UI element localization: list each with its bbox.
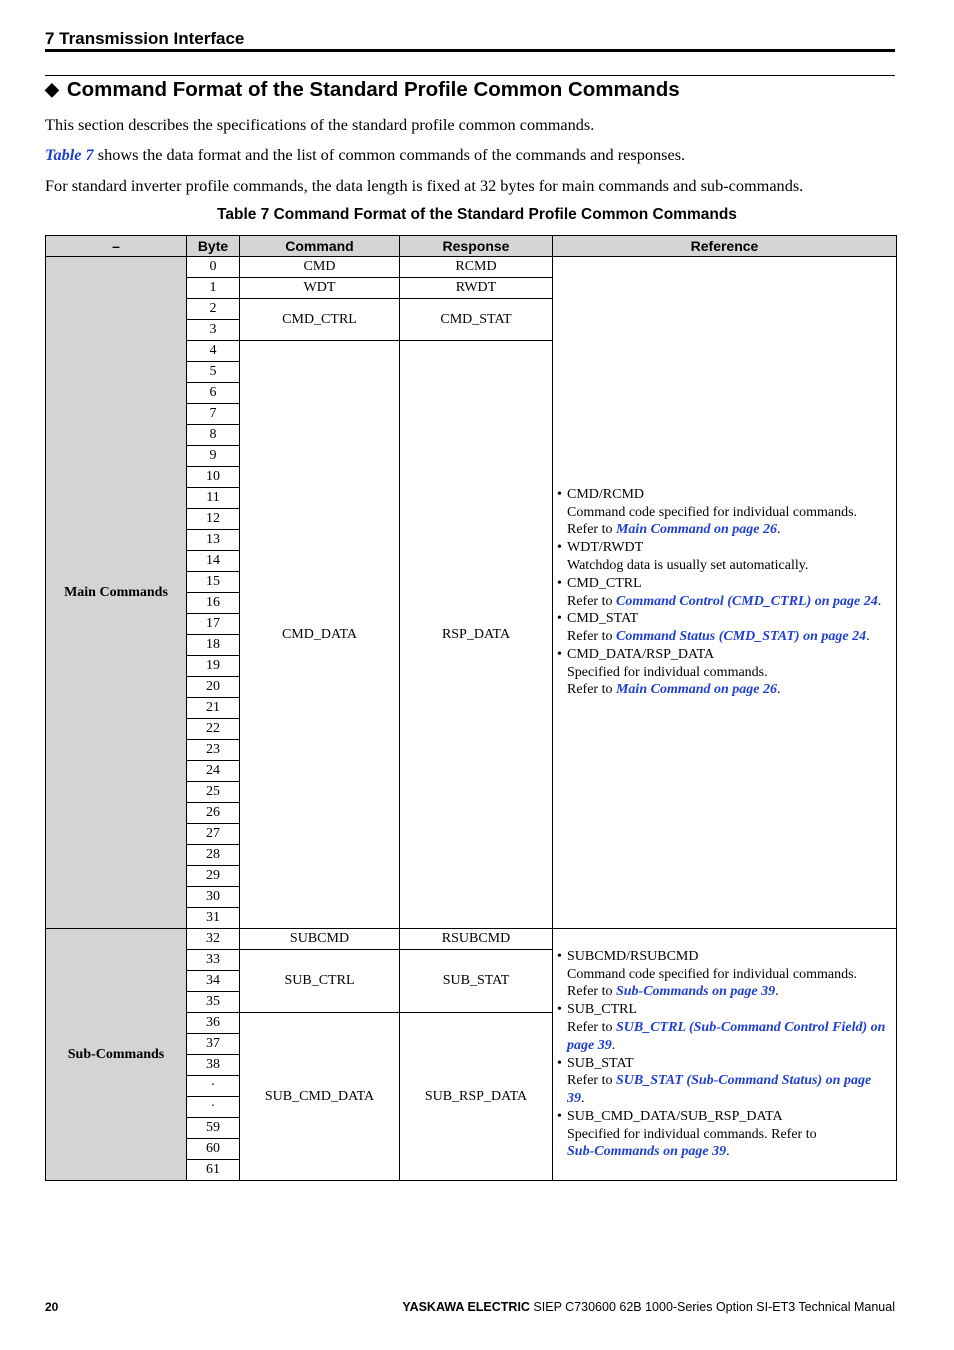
byte-cell: 35: [187, 992, 240, 1013]
reference-text: Command code specified for individual commands.: [567, 966, 858, 982]
reference-text: Refer to: [567, 593, 616, 609]
byte-cell: 14: [187, 551, 240, 572]
byte-cell: 18: [187, 635, 240, 656]
main-reference-list: [557, 486, 892, 700]
reference-item: [557, 610, 892, 646]
cmd-ctrl-cell: CMD_CTRL: [240, 299, 400, 341]
intro-paragraph-3: For standard inverter profile commands, the data length is fixed at 32 bytes for main commands and sub-commands.: [45, 176, 804, 195]
page-number: 20: [45, 1300, 59, 1314]
reference-text: SUB_CMD_DATA/SUB_RSP_DATA: [567, 1108, 783, 1124]
reference-text: CMD_STAT: [567, 611, 639, 627]
sub-reference-list: [557, 948, 892, 1162]
sub-stat-cell: SUB_STAT: [400, 950, 553, 1013]
rwdt-cell: RWDT: [400, 278, 553, 299]
reference-link[interactable]: Main Command on page 26: [615, 522, 778, 538]
intro-paragraph-2-text: shows the data format and the list of common commands of the commands and responses.: [93, 145, 686, 164]
reference-text: Refer to: [567, 984, 616, 1000]
reference-text: CMD_DATA/RSP_DATA: [567, 646, 715, 662]
byte-cell: 15: [187, 572, 240, 593]
footer-brand: YASKAWA ELECTRIC: [402, 1300, 530, 1314]
reference-item: [557, 948, 892, 1001]
byte-cell: ·: [187, 1097, 240, 1118]
byte-cell: 6: [187, 383, 240, 404]
reference-text: CMD/RCMD: [567, 486, 645, 502]
byte-cell: 3: [187, 320, 240, 341]
byte-cell: 1: [187, 278, 240, 299]
byte-cell: 34: [187, 971, 240, 992]
reference-text: .: [777, 682, 781, 698]
byte-cell: 4: [187, 341, 240, 362]
reference-text: .: [777, 522, 781, 538]
reference-link[interactable]: Command Control (CMD_CTRL) on page 24: [615, 593, 878, 609]
byte-cell: 21: [187, 698, 240, 719]
reference-text: WDT/RWDT: [567, 540, 644, 556]
byte-cell: 25: [187, 782, 240, 803]
byte-cell: 28: [187, 845, 240, 866]
byte-cell: 60: [187, 1139, 240, 1160]
reference-item: [557, 486, 892, 539]
byte-cell: 10: [187, 467, 240, 488]
reference-link[interactable]: Sub-Commands on page 39: [615, 984, 776, 1000]
byte-cell: 38: [187, 1055, 240, 1076]
reference-text: Command code specified for individual commands.: [567, 504, 858, 520]
byte-cell: 13: [187, 530, 240, 551]
header-byte: Byte: [187, 236, 240, 257]
byte-cell: 22: [187, 719, 240, 740]
byte-cell: 61: [187, 1160, 240, 1181]
byte-cell: ·: [187, 1076, 240, 1097]
reference-text: .: [611, 1037, 616, 1053]
table-row: [46, 929, 897, 950]
section-title: Command Format of the Standard Profile Common Commands: [66, 78, 680, 101]
table-header-row: [46, 236, 897, 257]
reference-text: .: [581, 1091, 585, 1107]
byte-cell: 59: [187, 1118, 240, 1139]
reference-item: [557, 1055, 892, 1108]
byte-cell: 17: [187, 614, 240, 635]
reference-text: Specified for individual commands. Refer to: [567, 1126, 817, 1142]
command-format-table: [45, 235, 897, 1181]
table-caption: Table 7 Command Format of the Standard Profile Common Commands: [217, 206, 737, 223]
byte-cell: 24: [187, 761, 240, 782]
cmd-stat-cell: CMD_STAT: [400, 299, 553, 341]
reference-item: [557, 575, 892, 611]
reference-text: .: [866, 629, 870, 645]
reference-link[interactable]: SUB_STAT (Sub-Command Status) on page 39: [567, 1073, 872, 1107]
reference-text: Refer to: [567, 522, 616, 538]
reference-link[interactable]: Command Status (CMD_STAT) on page 24: [615, 629, 867, 645]
reference-item: [557, 1001, 892, 1054]
reference-text: .: [775, 984, 779, 1000]
header-command: Command: [240, 236, 400, 257]
reference-link[interactable]: SUB_CTRL (Sub-Command Control Field) on page 39: [567, 1019, 886, 1053]
header-rule: [45, 49, 895, 52]
reference-text: Specified for individual commands.: [567, 664, 768, 680]
main-reference-cell: [553, 257, 897, 929]
byte-cell: 0: [187, 257, 240, 278]
diamond-icon: ◆: [45, 79, 59, 99]
byte-cell: 19: [187, 656, 240, 677]
cmd-cell: CMD: [240, 257, 400, 278]
sub-reference-cell: [553, 929, 897, 1181]
reference-text: .: [726, 1144, 730, 1160]
byte-cell: 7: [187, 404, 240, 425]
sub-rsp-data-cell: SUB_RSP_DATA: [400, 1013, 553, 1181]
byte-cell: 37: [187, 1034, 240, 1055]
chapter-header: 7 Transmission Interface: [45, 29, 245, 48]
header-reference: Reference: [553, 236, 897, 257]
reference-text: Refer to: [567, 629, 616, 645]
cmd-data-cell: CMD_DATA: [240, 341, 400, 929]
reference-text: Refer to: [567, 1073, 616, 1089]
intro-paragraph-2: [45, 145, 685, 165]
header-response: Response: [400, 236, 553, 257]
section-rule: [45, 75, 895, 76]
rcmd-cell: RCMD: [400, 257, 553, 278]
sub-cmd-data-cell: SUB_CMD_DATA: [240, 1013, 400, 1181]
byte-cell: 30: [187, 887, 240, 908]
section-title-wrap: [45, 78, 680, 102]
byte-cell: 9: [187, 446, 240, 467]
reference-text: SUB_CTRL: [567, 1002, 638, 1018]
reference-link[interactable]: Sub-Commands on page 39: [567, 1144, 727, 1160]
byte-cell: 16: [187, 593, 240, 614]
reference-text: Refer to: [567, 682, 616, 698]
intro-paragraph-1: This section describes the specifications of the standard profile common commands.: [45, 115, 595, 134]
reference-text: Refer to: [567, 1019, 616, 1035]
byte-cell: 31: [187, 908, 240, 929]
footer-manual-title: [402, 1300, 895, 1314]
byte-cell: 5: [187, 362, 240, 383]
subcmd-cell: SUBCMD: [240, 929, 400, 950]
reference-text: Watchdog data is usually set automatically.: [567, 557, 809, 573]
reference-text: CMD_CTRL: [567, 575, 642, 591]
byte-cell: 32: [187, 929, 240, 950]
main-commands-group: Main Commands: [46, 257, 187, 929]
byte-cell: 8: [187, 425, 240, 446]
wdt-cell: WDT: [240, 278, 400, 299]
reference-item: [557, 1108, 892, 1161]
byte-cell: 29: [187, 866, 240, 887]
reference-item: [557, 646, 892, 699]
rsubcmd-cell: RSUBCMD: [400, 929, 553, 950]
byte-cell: 12: [187, 509, 240, 530]
sub-ctrl-cell: SUB_CTRL: [240, 950, 400, 1013]
footer-manual: SIEP C730600 62B 1000-Series Option SI-ET3 Technical Manual: [529, 1300, 895, 1314]
byte-cell: 33: [187, 950, 240, 971]
reference-text: .: [877, 593, 882, 609]
byte-cell: 23: [187, 740, 240, 761]
byte-cell: 27: [187, 824, 240, 845]
reference-item: [557, 539, 892, 575]
rsp-data-cell: RSP_DATA: [400, 341, 553, 929]
sub-commands-group: Sub-Commands: [46, 929, 187, 1181]
reference-text: SUBCMD/RSUBCMD: [567, 948, 699, 964]
byte-cell: 11: [187, 488, 240, 509]
reference-text: SUB_STAT: [567, 1055, 634, 1071]
reference-link[interactable]: Main Command on page 26: [615, 682, 778, 698]
byte-cell: 26: [187, 803, 240, 824]
table-7-link[interactable]: Table 7: [45, 145, 94, 164]
header-group: –: [46, 236, 187, 257]
byte-cell: 2: [187, 299, 240, 320]
table-row: [46, 257, 897, 278]
byte-cell: 36: [187, 1013, 240, 1034]
byte-cell: 20: [187, 677, 240, 698]
